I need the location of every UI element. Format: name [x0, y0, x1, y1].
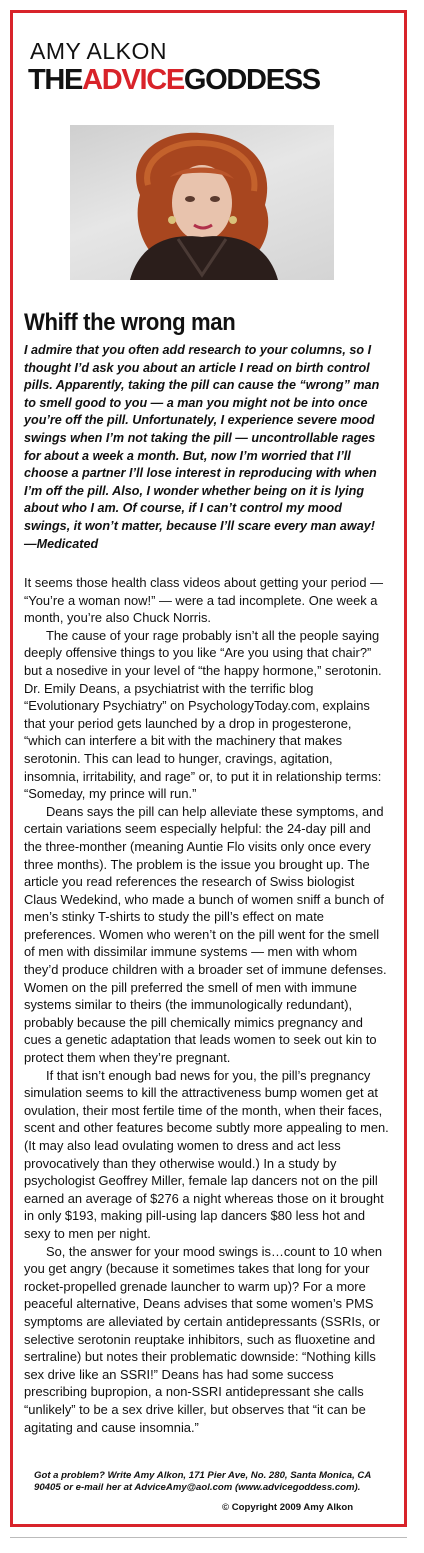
masthead-accent: ADVICE [82, 64, 184, 96]
masthead-prefix: THE [28, 64, 83, 96]
article-headline: Whiff the wrong man [24, 309, 236, 336]
reader-letter: I admire that you often add research to your columns, so I thought I’d ask you about an article I read on birth control pills. Apparently, taking the pill can cause the “wrong” man to smell good to you — a man you might not be into once you’re off the pill. Unfortunately, I experience severe mood swings when I’m not taking the pill — uncontrollable rages for about a week a month. But, now I’m worried that I’ll choose a partner I’ll lose interest in reproducing with when I’m off the pill. Also, I wonder whether being on it is lying about who I am. Of course, if I can’t control my mood swings, it won’t matter, because I’ll scare every man away! —Medicated [24, 343, 380, 551]
author-name: AMY ALKON [30, 38, 168, 64]
answer-paragraph: So, the answer for your mood swings is…count to 10 when you get angry (because it sometimes takes that long for your rocket-propelled grenade launcher to warm up)? For a more peaceful alternative, Deans advises that some women’s PMS symptoms are alleviated by certain antidepressants (SSRIs, or selective serotonin reuptake inhibitors, such as fluoxetine and sertraline) but notes their problematic downside: “Nothing kills sex drive like an SSRI!” Deans has had some success prescribing bupropion, a non-SSRI antidepressant she calls “unlikely” to be a sex drive killer, but observes that “it can be agitating and cause insomnia.” [24, 1243, 383, 1435]
copyright-notice: © Copyright 2009 Amy Alkon [222, 1502, 354, 1513]
answer-paragraph: If that isn’t enough bad news for you, the pill’s pregnancy simulation seems to kill the attractiveness bump women get at ovulation, their most fertile time of the month, when their faces, scent and other features become subtly more appealing to men. (It may also lead ovulating women to dress and act less provocatively than they otherwise would.) In a study by psychologist Geoffrey Miller, female lap dancers not on the pill earned an average of $276 a night whereas those on it brought in only $193, making pill-using lap dancers $80 less hot and sexy to men per night. [24, 1067, 389, 1241]
author-photo [70, 125, 334, 280]
advice-answer [24, 574, 390, 1436]
bottom-divider [10, 1537, 407, 1538]
answer-paragraph: The cause of your rage probably isn’t all the people saying deeply offensive things to you like “Are you using that chair?” but a nosedive in your level of “the happy hormone,” serotonin. Dr. Emily Deans, a psychiatrist with the terrific blog “Evolutionary Psychiatry” on PsychologyToday.com, explains that your period gets launched by a drop in progesterone, “which can interfere a bit with the machinery that makes serotonin. This can lead to hunger, cravings, agitation, insomnia, irritability, and rage” or, to put it in relationship terms: “Someday, my prince will run.” [24, 627, 382, 802]
column-masthead [28, 66, 320, 95]
answer-paragraph: It seems those health class videos about getting your period — “You’re a woman now!” — were a tad incomplete. One week a month, you’re also Chuck Norris. [24, 575, 383, 626]
answer-paragraph: Deans says the pill can help alleviate these symptoms, and certain variations seem especially helpful: the 24-day pill and the three-monther (meaning Auntie Flo visits only once every three months). The problem is the issue you brought up. The article you read references the research of Swiss biologist Claus Wedekind, who made a bunch of women sniff a bunch of men’s stinky T-shirts to study the pill’s effect on mate preferences. Women who weren’t on the pill went for the smell of men with dissimilar immune systems — men with whom they’d produce children with a broader set of immune defenses. Women on the pill preferred the smell of men with immune systems similar to theirs (the immunologically redundant), probably because the pill chemically mimics pregnancy and cues a genetic adaptation that leads women to seek out kin to protect them when they’re pregnant. [24, 803, 387, 1066]
masthead-suffix: GODDESS [183, 64, 320, 96]
contact-info: Got a problem? Write Amy Alkon, 171 Pier Ave, No. 280, Santa Monica, CA 90405 or e-mail her at AdviceAmy@aol.com (www.advicegoddess.com). [34, 1470, 371, 1493]
